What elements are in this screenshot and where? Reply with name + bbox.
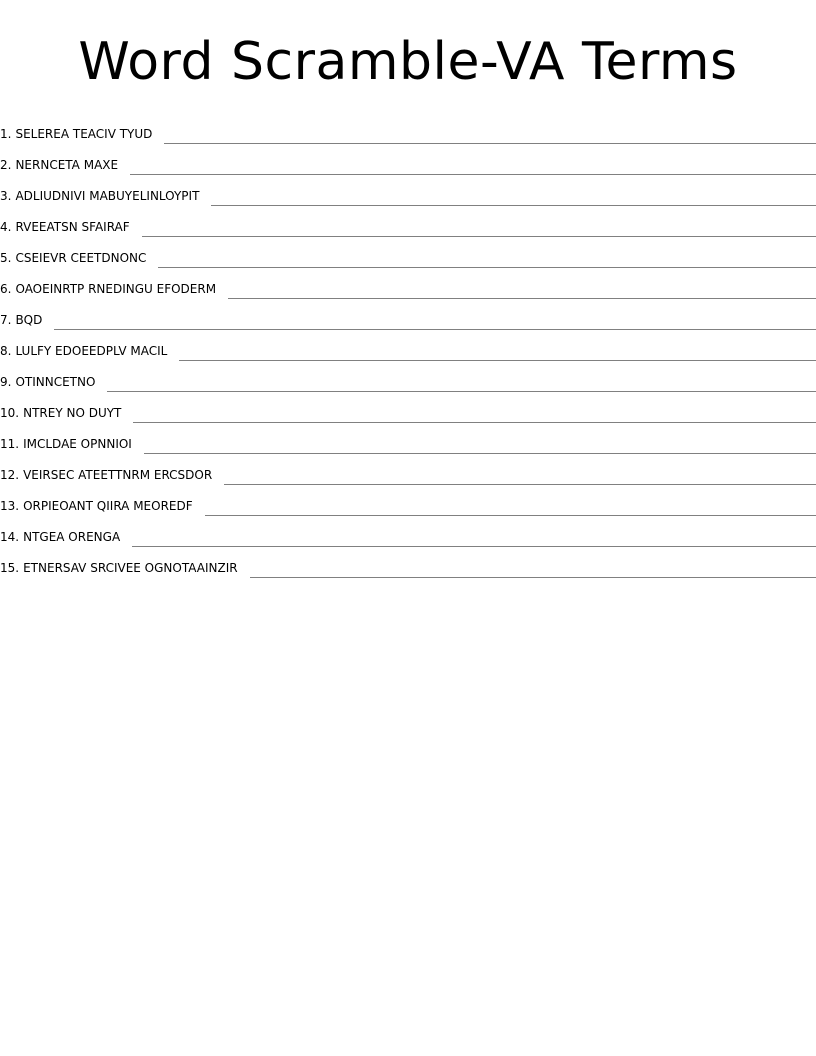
scrambled-word: VEIRSEC ATEETTNRM ERCSDOR [23, 468, 213, 482]
scramble-item [0, 112, 816, 143]
scrambled-word: SELEREA TEACIV TYUD [15, 127, 153, 141]
scramble-item [0, 484, 816, 515]
item-number: 3. [0, 189, 12, 203]
scrambled-word: LULFY EDOEEDPLV MACIL [15, 344, 168, 358]
scramble-item [0, 360, 816, 391]
item-number: 6. [0, 282, 12, 296]
answer-line [224, 475, 816, 485]
item-number: 1. [0, 127, 12, 141]
scrambled-word: RVEEATSN SFAIRAF [15, 220, 130, 234]
item-number: 4. [0, 220, 12, 234]
scrambled-word: ADLIUDNIVI MABUYELINLOYPIT [15, 189, 200, 203]
scramble-item [0, 298, 816, 329]
answer-line [144, 444, 816, 454]
scramble-item [0, 515, 816, 546]
scrambled-word: NERNCETA MAXE [15, 158, 119, 172]
scramble-item [0, 546, 816, 577]
scrambled-word: ETNERSAV SRCIVEE OGNOTAAINZIR [23, 561, 238, 575]
scrambled-word: ORPIEOANT QIIRA MEOREDF [23, 499, 193, 513]
scramble-item [0, 143, 816, 174]
scrambled-word: OTINNCETNO [15, 375, 96, 389]
answer-line [130, 165, 816, 175]
answer-line [179, 351, 816, 361]
scrambled-word: NTREY NO DUYT [23, 406, 122, 420]
scrambled-word: NTGEA ORENGA [23, 530, 121, 544]
answer-line [164, 134, 816, 144]
scrambled-word: BQD [15, 313, 43, 327]
item-number: 8. [0, 344, 12, 358]
item-number: 2. [0, 158, 12, 172]
scramble-item [0, 174, 816, 205]
scramble-item [0, 267, 816, 298]
scrambled-word: CSEIEVR CEETDNONC [15, 251, 147, 265]
answer-line [107, 382, 816, 392]
scramble-item [0, 391, 816, 422]
scramble-item [0, 422, 816, 453]
item-number: 12. [0, 468, 20, 482]
answer-line [54, 320, 816, 330]
answer-line [211, 196, 816, 206]
answer-line [158, 258, 816, 268]
item-number: 7. [0, 313, 12, 327]
scramble-item [0, 236, 816, 267]
item-number: 13. [0, 499, 20, 513]
answer-line [205, 506, 816, 516]
scramble-list [0, 112, 816, 577]
scramble-item [0, 329, 816, 360]
scrambled-word: IMCLDAE OPNNIOI [23, 437, 132, 451]
answer-line [133, 413, 816, 423]
item-number: 15. [0, 561, 20, 575]
answer-line [228, 289, 816, 299]
item-number: 11. [0, 437, 20, 451]
item-number: 14. [0, 530, 20, 544]
scrambled-word: OAOEINRTP RNEDINGU EFODERM [15, 282, 217, 296]
answer-line [250, 568, 816, 578]
scramble-item [0, 205, 816, 236]
item-number: 5. [0, 251, 12, 265]
worksheet-title: Word Scramble-VA Terms [78, 32, 738, 92]
item-number: 9. [0, 375, 12, 389]
answer-line [132, 537, 816, 547]
scramble-item [0, 453, 816, 484]
item-number: 10. [0, 406, 20, 420]
answer-line [142, 227, 816, 237]
